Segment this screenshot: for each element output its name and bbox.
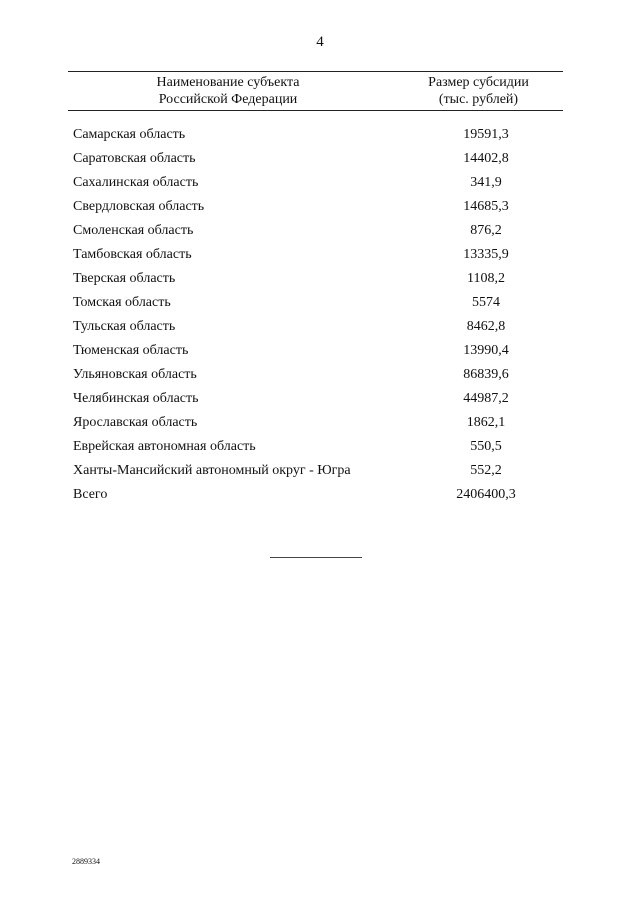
table-row: [68, 147, 563, 171]
subsidy-value: 8462,8: [466, 319, 506, 334]
table-row: [68, 387, 563, 411]
table-row: [68, 363, 563, 387]
subsidy-value: 13990,4: [463, 343, 509, 358]
subsidy-table: [68, 71, 563, 507]
total-label: Всего: [73, 487, 108, 502]
region-name: Сахалинская область: [73, 175, 199, 190]
subsidy-value: 5574: [472, 295, 500, 310]
total-value: 2406400,3: [456, 487, 516, 502]
region-name: Тверская область: [73, 271, 176, 286]
subsidy-value: 1862,1: [466, 415, 506, 430]
region-name: Свердловская область: [73, 199, 205, 214]
table-row: [68, 339, 563, 363]
region-name: Ульяновская область: [73, 367, 197, 382]
subsidy-value: 19591,3: [463, 127, 509, 142]
end-of-document-rule: [270, 557, 362, 558]
region-name: Томская область: [73, 295, 171, 310]
subsidy-value: 14685,3: [463, 199, 509, 214]
table-row: [68, 459, 563, 483]
table-row: [68, 411, 563, 435]
header-subsidy-amount: [388, 74, 563, 108]
header-subject-line2: Российской Федерации: [158, 92, 298, 107]
table-row-total: [68, 483, 563, 507]
region-name: Еврейская автономная область: [73, 439, 256, 454]
document-id: 2889334: [72, 857, 100, 866]
region-name: Тульская область: [73, 319, 176, 334]
table-header-rule: [68, 110, 563, 111]
region-name: Тюменская область: [73, 343, 189, 358]
subsidy-value: 552,2: [470, 463, 502, 478]
table-row: [68, 195, 563, 219]
subsidy-value: 550,5: [470, 439, 502, 454]
subsidy-value: 86839,6: [463, 367, 509, 382]
region-name: Самарская область: [73, 127, 186, 142]
header-subject-name: [68, 74, 388, 108]
table-row: [68, 171, 563, 195]
header-amount-line1: Размер субсидии: [428, 75, 529, 90]
subsidy-value: 13335,9: [463, 247, 509, 262]
table-row: [68, 315, 563, 339]
subsidy-value: 1108,2: [467, 271, 505, 286]
table-row: [68, 243, 563, 267]
region-name: Ярославская область: [73, 415, 198, 430]
table-header: [68, 72, 563, 110]
table-row: [68, 435, 563, 459]
subsidy-value: 341,9: [470, 175, 502, 190]
subsidy-value: 44987,2: [463, 391, 509, 406]
subsidy-value: 14402,8: [463, 151, 509, 166]
region-name: Тамбовская область: [73, 247, 192, 262]
region-name: Ханты-Мансийский автономный округ - Югра: [73, 463, 351, 478]
table-body: [68, 123, 563, 507]
header-amount-line2: (тыс. рублей): [438, 92, 519, 107]
region-name: Смоленская область: [73, 223, 194, 238]
region-name: Челябинская область: [73, 391, 199, 406]
header-subject-line1: Наименование субъекта: [156, 75, 300, 90]
region-name: Саратовская область: [73, 151, 196, 166]
page-number: 4: [316, 34, 324, 50]
subsidy-value: 876,2: [470, 223, 502, 238]
table-row: [68, 267, 563, 291]
table-row: [68, 219, 563, 243]
table-row: [68, 291, 563, 315]
table-row: [68, 123, 563, 147]
